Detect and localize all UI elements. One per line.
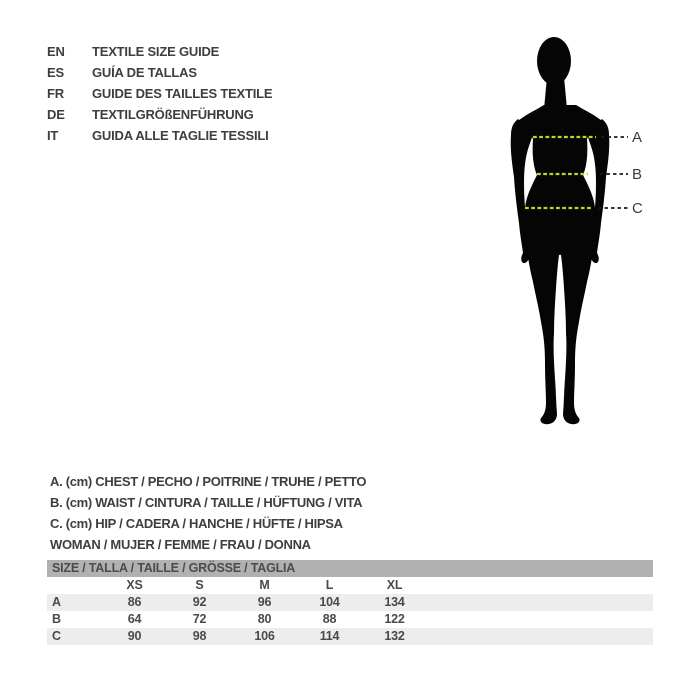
size-cell: 134 [362,594,427,611]
language-code: DE [47,107,65,122]
language-row [47,104,272,125]
size-cell: 132 [362,628,427,645]
spacer-cell [427,611,653,628]
guide-title: TEXTILGRÖßENFÜHRUNG [92,107,254,122]
silhouette-neck [544,77,567,109]
col-header-s: S [195,578,204,592]
col-header-xl: XL [386,578,403,592]
size-table-title: SIZE / TALLA / TAILLE / GRÖSSE / TAGLIA [47,560,653,577]
language-code: EN [47,44,65,59]
col-header-m: M [259,578,270,592]
spacer-cell [427,577,653,594]
row-label: B [52,612,61,626]
marker-label-b: B [632,166,643,183]
guide-title: GUIDA ALLE TAGLIE TESSILI [92,128,269,143]
col-header-xs: XS [126,578,143,592]
language-row [47,41,272,62]
woman-silhouette-figure [480,25,700,445]
legend-line-gender: WOMAN / MUJER / FEMME / FRAU / DONNA [50,537,311,552]
size-cell: 92 [167,594,232,611]
guide-title: TEXTILE SIZE GUIDE [92,44,220,59]
size-cell: 80 [257,612,272,626]
language-row [47,62,272,83]
size-table-title-row [47,560,653,577]
table-row-waist [47,611,653,628]
row-label: C [47,628,102,645]
size-cell: 96 [232,594,297,611]
size-cell: 122 [384,612,405,626]
size-cell: 98 [167,628,232,645]
language-title-list [47,41,272,146]
col-header-l: L [325,578,334,592]
size-cell: 88 [322,612,337,626]
spacer-cell [427,594,653,611]
size-cell: 106 [232,628,297,645]
legend-line-chest: A. (cm) CHEST / PECHO / POITRINE / TRUHE / PETTO [50,474,367,489]
size-cell: 64 [127,612,142,626]
woman-silhouette [511,37,610,424]
table-row-hip [47,628,653,645]
legend-line-hip: C. (cm) HIP / CADERA / HANCHE / HÜFTE / HIPSA [50,516,343,531]
spacer-cell [47,577,102,594]
measurement-legend [50,471,366,555]
language-row [47,83,272,104]
marker-label-a: A [632,129,643,146]
marker-label-c: C [632,200,643,217]
size-cell: 90 [102,628,167,645]
guide-title: GUÍA DE TALLAS [92,65,197,80]
size-cell: 114 [297,628,362,645]
language-row [47,125,272,146]
language-code: ES [47,65,64,80]
table-row-chest [47,594,653,611]
size-cell: 72 [192,612,207,626]
size-table [47,560,653,645]
language-code: FR [47,86,64,101]
legend-line-waist: B. (cm) WAIST / CINTURA / TAILLE / HÜFTUNG / VITA [50,495,363,510]
guide-title: GUIDE DES TAILLES TEXTILE [92,86,273,101]
size-cell: 86 [102,594,167,611]
size-cell: 104 [297,594,362,611]
size-table-header-row [47,577,653,594]
spacer-cell [427,628,653,645]
row-label: A [47,594,102,611]
language-code: IT [47,128,59,143]
